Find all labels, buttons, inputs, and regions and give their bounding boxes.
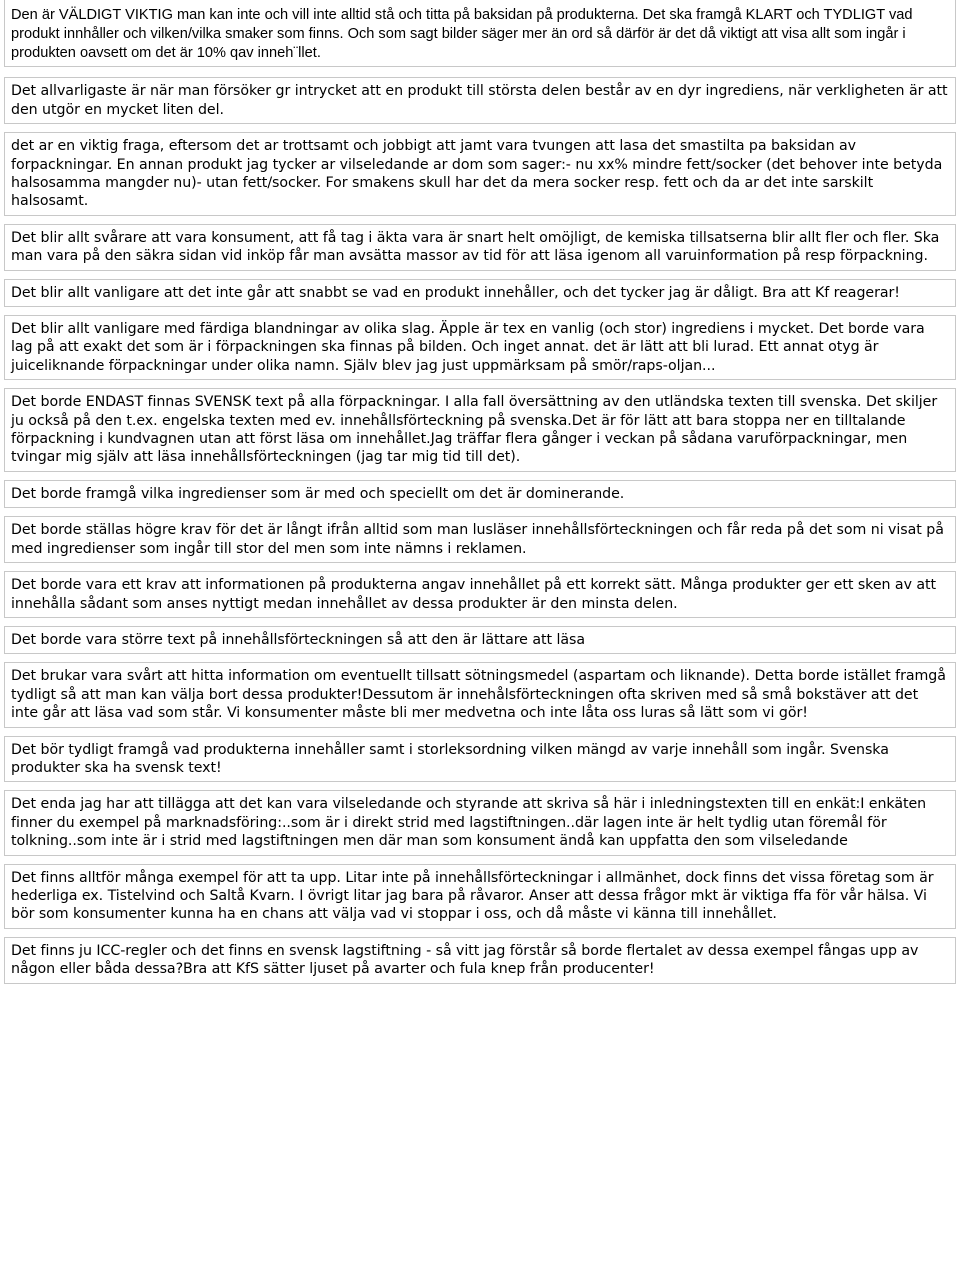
response-cell: [4, 937, 956, 984]
response-cell: [4, 864, 956, 929]
response-text: Det enda jag har att tillägga att det kan vara vilseledande och styrande att skriva så här i inledningstexten till en enkät:I enkäten finner du exempel på marknadsföring:..som är i direkt strid med lagstiftningen..där lagen inte är helt tydlig utan föremål för tolkning..som inte är i strid med lagstiftningen men där man som konsument ändå kan uppfatta den som vilseledande: [11, 796, 927, 850]
response-text: Det finns alltför många exempel för att ta upp. Litar inte på innehållsförteckningar i allmänhet, dock finns det vissa företag som är hederliga ex. Tistelvind och Saltå Kvarn. I övrigt litar jag bara på råvaror. Anser att dessa frågor mkt är viktiga ffa för vår hälsa. Vi bör som konsumenter kunna ha en chans att välja vad vi stoppar i oss, och då måste vi känna till innehållet.: [11, 869, 934, 923]
response-text: Det borde vara ett krav att informationen på produkterna angav innehållet på ett korrekt sätt. Många produkter ger ett sken av att innehålla sådant som anses nyttigt medan innehållet av dessa produkter är den minsta delen.: [11, 577, 937, 612]
response-text: Det bör tydligt framgå vad produkterna innehåller samt i storleksordning vilken mängd av varje innehåll som ingår. Svenska produkter ska ha svensk text!: [11, 741, 889, 776]
response-cell: [4, 388, 956, 472]
response-text: Det blir allt svårare att vara konsument, att få tag i äkta vara är snart helt omöjligt, de kemiska tillsatserna blir allt fler och fler. Ska man vara på den säkra sidan vid inköp får man avsätta massor av tid för att läsa igenom all varuinformation på resp förpackning.: [11, 229, 940, 265]
response-cell: [4, 626, 956, 654]
response-text: Den är VÄLDIGT VIKTIG man kan inte och vill inte alltid stå och titta på baksidan på produkterna. Det ska framgå KLART och TYDLIGT vad produkt innhåller och vilken/vilka smaker som finns. Och som sagt bilder säger mer än ord så därför är det då viktigt att visa allt som ingår i produkten oavsett om det är 10% qav inneh¨llet.: [11, 7, 913, 61]
response-text: Det borde ställas högre krav för det är långt ifrån alltid som man lusläser innehållsförteckningen och får reda på det som ni visat på med ingredienser som ingår till stor del men som inte nämns i reklamen.: [11, 522, 944, 557]
response-text: Det blir allt vanligare med färdiga blandningar av olika slag. Äpple är tex en vanlig (och stor) ingrediens i mycket. Det borde vara lag på att exakt det som är i förpackningen ska finnas på bilden. Och inget annat. det är lätt att bli lurad. Ett annat otyg är juiceliknande förpackningar under olika namn. Själv blev jag just uppmärksam på smör/raps-oljan...: [11, 321, 925, 374]
response-list: [4, 0, 956, 984]
response-cell: [4, 279, 956, 307]
response-text: Det finns ju ICC-regler och det finns en svensk lagstiftning - så vitt jag förstår så borde flertalet av dessa exempel fångas upp av någon eller båda dessa?Bra att KfS sätter ljuset på avarter och fula knep från producenter!: [11, 942, 919, 978]
response-cell: [4, 662, 956, 727]
response-text: Det allvarligaste är när man försöker gr intrycket att en produkt till största delen består av en dyr ingrediens, när verkligheten är att den utgör en mycket liten del.: [11, 83, 948, 118]
response-cell: [4, 0, 956, 67]
response-cell: [4, 132, 956, 216]
response-cell: [4, 736, 956, 783]
response-text: Det blir allt vanligare att det inte går att snabbt se vad en produkt innehåller, och det tycker jag är dåligt. Bra att Kf reagerar!: [11, 284, 900, 301]
response-text: Det brukar vara svårt att hitta information om eventuellt tillsatt sötningsmedel (aspartam och liknande). Detta borde istället framgå tydligt så att man kan välja bort dessa produkter!Dessutom är innehålsförteckningen ofta skriven med så små bokstäver att det inte går att läsa vad som står. Vi konsumenter måste bli mer medvetna och inte låta oss luras så lätt som vi gör!: [11, 668, 946, 722]
response-cell: [4, 480, 956, 508]
response-cell: [4, 790, 956, 855]
response-text: Det borde framgå vilka ingredienser som är med och speciellt om det är dominerande.: [11, 485, 625, 502]
response-text: Det borde vara större text på innehållsförteckningen så att den är lättare att läsa: [11, 631, 585, 648]
response-cell: [4, 315, 956, 380]
response-text: Det borde ENDAST finnas SVENSK text på alla förpackningar. I alla fall översättning av den utländska texten till svenska. Det skiljer ju också på den t.ex. engelska texten med ev. innehållsförteckning på svenska.Det är för lätt att bara stoppa ner en tilltalande förpackning i kundvagnen utan att först läsa om innehållet.Jag träffar flera gånger i veckan på sådana varuförpackningar, men tvingar mig själv att läsa innehållsförteckningen (jag tar mig tid till det).: [11, 394, 938, 466]
response-cell: [4, 224, 956, 271]
response-cell: [4, 516, 956, 563]
response-cell: [4, 571, 956, 618]
response-cell: [4, 77, 956, 124]
response-text: det ar en viktig fraga, eftersom det ar trottsamt och jobbigt att jamt vara tvungen att lasa det smastilta pa baksidan av forpackningar. En annan produkt jag tycker ar vilseledande ar dom som sager:- nu xx% mindre fett/socker (det behover inte betyda halsosamma mangder nu)- utan fett/socker. For smakens skull har det da mera socker resp. fett och da ar det inte sarskilt halsosamt.: [11, 138, 943, 210]
